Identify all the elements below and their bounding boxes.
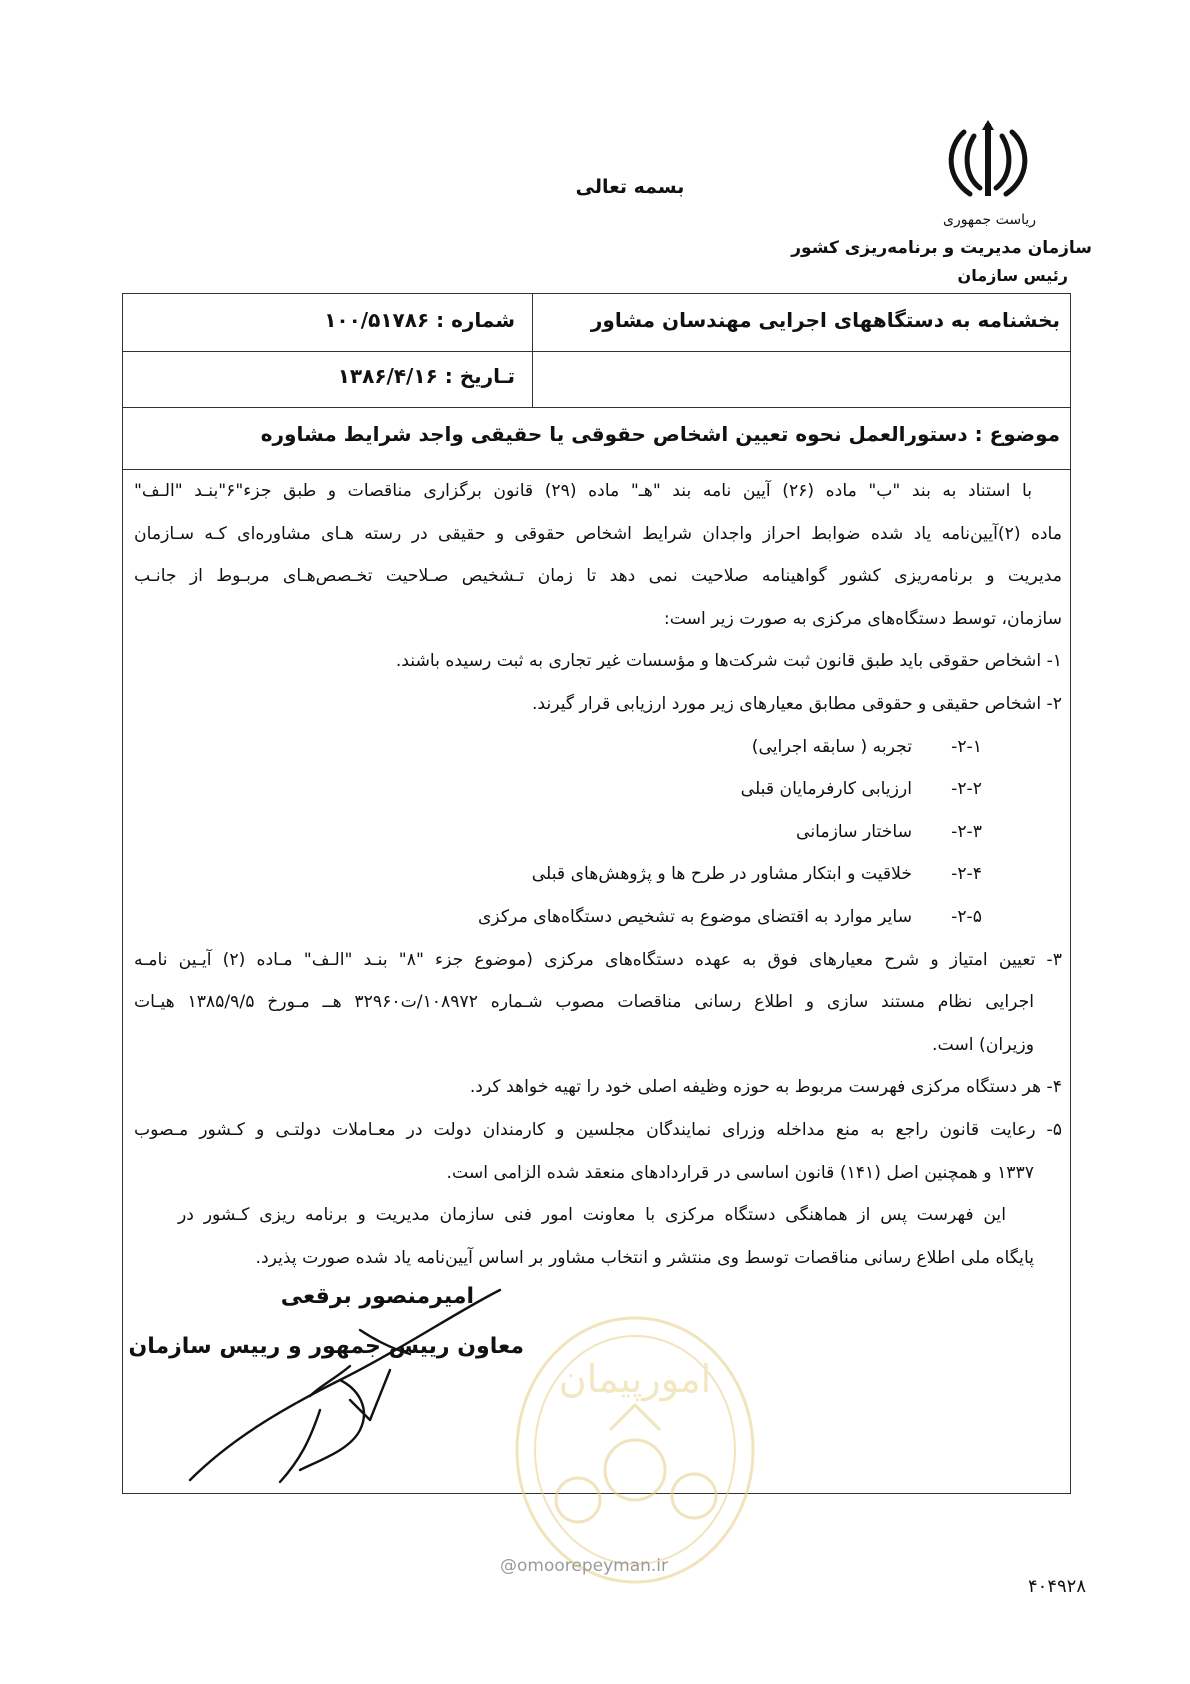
sub-item: [134, 768, 1062, 811]
signatory-title: معاون رییس جمهور و رییس سازمان: [128, 1334, 524, 1359]
intro-line: با استناد به بند "ب" ماده (۲۶) آیین نامه بند "هـ" ماده (۲۹) قانون برگزاری مناقصات و طبق جزء"۶"بنـد "الـف": [134, 481, 1033, 501]
intro-line: سازمان، توسط دستگاه‌های مرکزی به صورت زیر است:: [663, 608, 1062, 629]
list-item-4: ۴- هر دستگاه مرکزی فهرست مربوط به حوزه وظیفه اصلی خود را تهیه خواهد کرد.: [469, 1077, 1062, 1098]
iran-emblem-icon: [940, 118, 1036, 204]
sub-item-number: ۲-۳-: [951, 821, 982, 842]
sub-item-number: ۲-۵-: [951, 906, 982, 927]
letter-number: شماره : ۱۰۰/۵۱۷۸۶: [324, 308, 515, 332]
document-code: ۴۰۴۹۲۸: [1028, 1576, 1087, 1597]
sub-item-number: ۲-۲-: [951, 779, 982, 800]
watermark-url: @omoorepeyman.ir: [500, 1556, 669, 1576]
sub-item-text: تجربه ( سابقه اجرایی): [751, 736, 912, 757]
sub-item-text: خلاقیت و ابتکار مشاور در طرح ها و پژوهش‌های قبلی: [531, 864, 912, 885]
closing-line: پایگاه ملی اطلاع رسانی مناقصات توسط وی منتشر و انتخاب مشاور بر اساس آیین‌نامه یاد شده صورت پذیرد.: [255, 1247, 1034, 1268]
circular-body: [134, 470, 1062, 1279]
sub-item-text: ارزیابی کارفرمایان قبلی: [740, 779, 912, 800]
sub-item-number: ۲-۴-: [951, 864, 982, 885]
sub-item-text: سایر موارد به اقتضای موضوع به تشخیص دستگاه‌های مرکزی: [477, 906, 912, 927]
intro-line: ماده (۲)آیین‌نامه یاد شده ضوابط احراز واجدان شرایط اشخاص حقوقی و حقیقی در رسته هـای مشاوره‌ای کـه سـازمان: [134, 523, 1062, 544]
sub-item: [134, 811, 1062, 854]
sub-item-text: ساختار سازمانی: [796, 821, 912, 842]
handwritten-signature-icon: [160, 1270, 530, 1490]
sub-item: [134, 896, 1062, 939]
signatory-name: امیرمنصور برقعی: [280, 1284, 474, 1309]
list-item-3-line: وزیران) است.: [932, 1034, 1034, 1055]
sub-item: [134, 853, 1062, 896]
divider: [532, 294, 533, 407]
list-item-5-line: ۱۳۳۷ و همچنین اصل (۱۴۱) قانون اساسی در قراردادهای منعقد شده الزامی است.: [446, 1162, 1034, 1183]
bismillah-heading: بسمه تعالی: [575, 176, 685, 198]
closing-line: این فهرست پس از هماهنگی دستگاه مرکزی با معاونت امور فنی سازمان مدیریت و برنامه ریزی کـشور در: [178, 1205, 1006, 1226]
circular-title: بخشنامه به دستگاههای اجرایی مهندسان مشاور: [590, 308, 1060, 332]
list-item-3-line: اجرایی نظام مستند سازی و اطلاع رسانی مناقصات مصوب شـماره ۱۰۸۹۷۲/ت۳۲۹۶۰ هــ مـورخ ۱۳۸۵/۹/۵ هیـات: [134, 992, 1034, 1013]
list-item-3-line: ۳- تعیین امتیاز و شرح معیارهای فوق به عهده دستگاه‌های مرکزی (موضوع جزء "۸" بنـد "الـف" مـاده (۲) آیـین نامـه: [134, 949, 1062, 970]
sub-item: [134, 726, 1062, 769]
list-item-1: ۱- اشخاص حقوقی باید طبق قانون ثبت شرکت‌ها و مؤسسات غیر تجاری به ثبت رسیده باشند.: [395, 651, 1062, 672]
list-item-2: ۲- اشخاص حقیقی و حقوقی مطابق معیارهای زیر مورد ارزیابی قرار گیرند.: [531, 693, 1062, 714]
sub-item-number: ۲-۱-: [951, 736, 982, 757]
divider: [123, 351, 1070, 352]
divider: [123, 407, 1070, 408]
list-item-5-line: ۵- رعایت قانون راجع به منع مداخله وزرای نمایندگان مجلسین و کارمندان دولت در معـاملات دولتـی و کـشور مـصوب: [134, 1119, 1062, 1140]
presidency-label: ریاست جمهوری: [942, 212, 1036, 228]
intro-line: مدیریت و برنامه‌ریزی کشور گواهینامه صلاحیت نمی دهد تا زمان تـشخیص صـلاحیت تخـصص‌هـای مربـوط از جانـب: [134, 566, 1062, 587]
organization-name: سازمان مدیریت و برنامه‌ریزی کشور: [791, 238, 1092, 258]
watermark-seal-icon: [490, 1300, 780, 1600]
head-of-organization-label: رئیس سازمان: [957, 266, 1068, 285]
subject-line: موضوع : دستورالعمل نحوه تعیین اشخاص حقوقی یا حقیقی واجد شرایط مشاوره: [260, 422, 1060, 446]
seal-text: امورپیمان: [558, 1357, 712, 1401]
letter-date: تـاریخ : ۱۳۸۶/۴/۱۶: [337, 364, 515, 388]
